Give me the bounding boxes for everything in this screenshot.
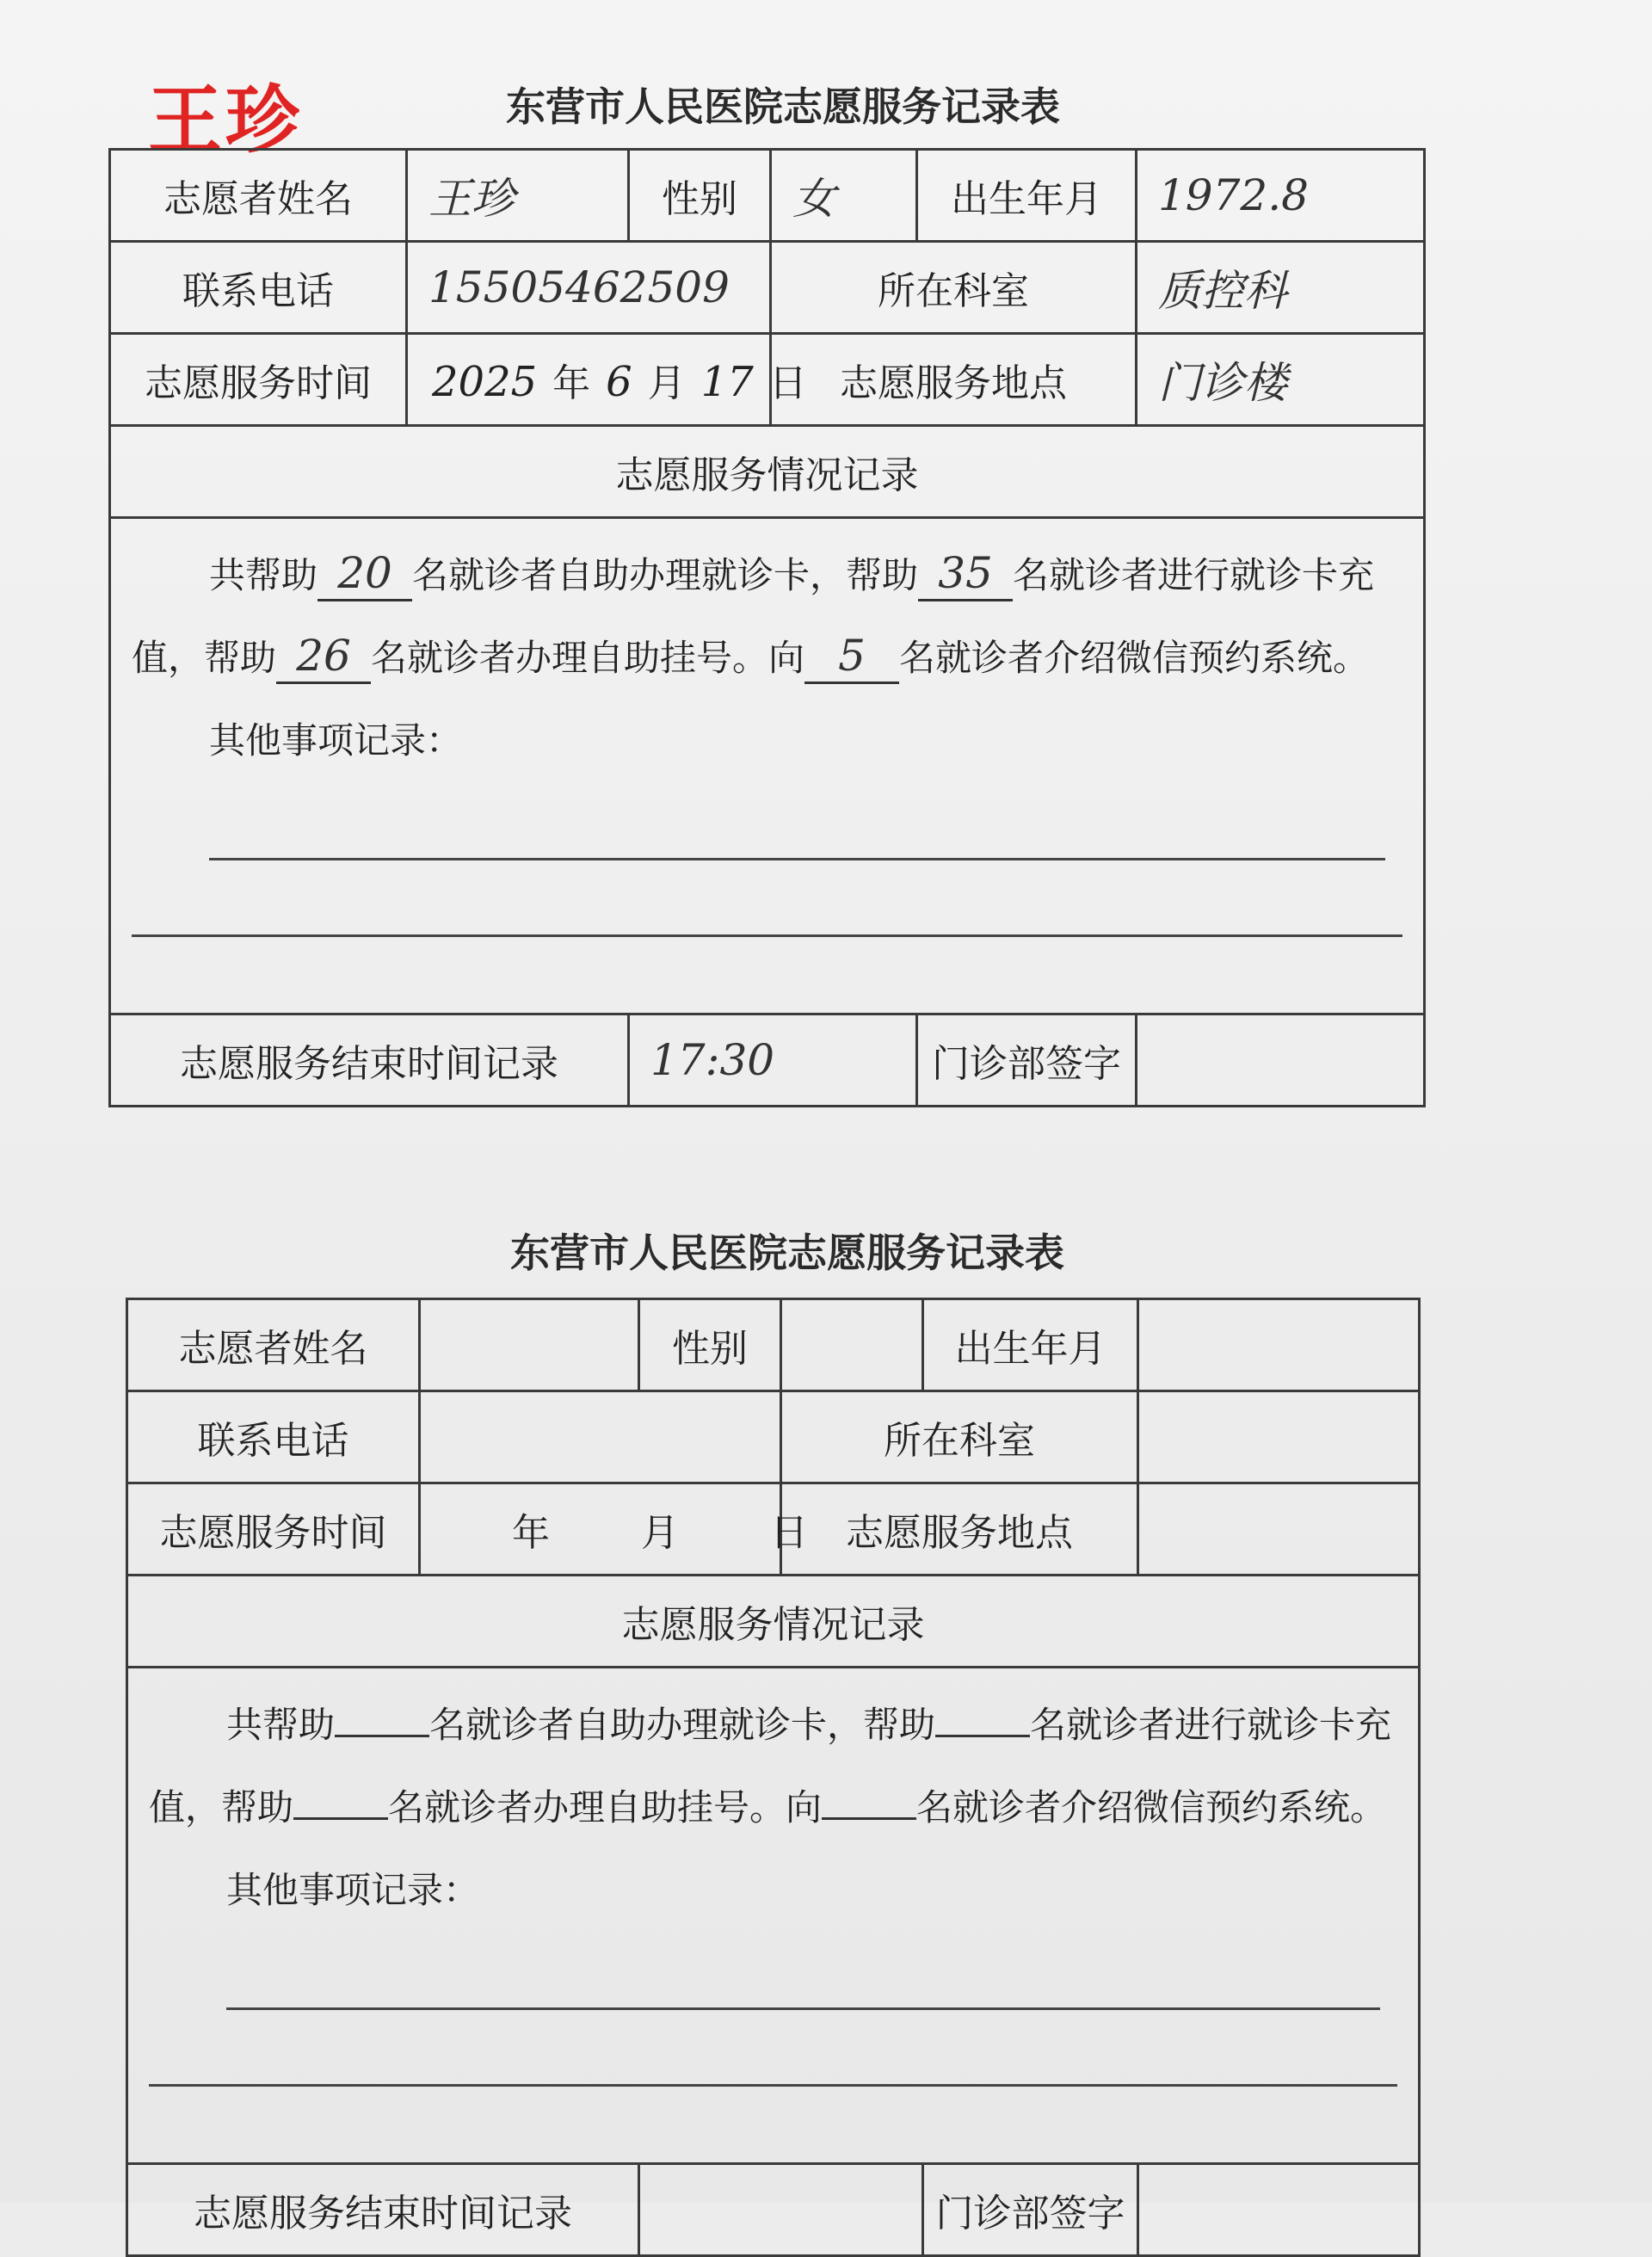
form-2-other-label: 其他事项记录： xyxy=(226,1869,480,1911)
form-1-section-title: 志愿服务情况记录 xyxy=(110,426,1425,518)
form-2-record-body xyxy=(127,1668,1420,2164)
form-1-other-line-2[interactable] xyxy=(132,934,1402,937)
form-2-phone-label: 联系电话 xyxy=(127,1391,420,1483)
form-1-title: 东营市人民医院志愿服务记录表 xyxy=(506,83,1060,130)
form-2-end-time-label: 志愿服务结束时间记录 xyxy=(127,2164,639,2256)
form-2-gender-label: 性别 xyxy=(639,1299,781,1391)
form-1-service-date[interactable] xyxy=(407,334,807,426)
name-stamp: 王珍 xyxy=(148,77,303,163)
form-1-blank-register[interactable]: 26 xyxy=(276,630,371,684)
form-2-record-text-4: 名就诊者办理自助挂号。向 xyxy=(388,1786,823,1828)
form-1-day-value: 17 xyxy=(700,358,754,406)
form-1-signature-value[interactable] xyxy=(1137,1014,1425,1107)
form-2-title: 东营市人民医院志愿服务记录表 xyxy=(510,1230,1064,1276)
form-1-signature-label: 门诊部签字 xyxy=(917,1014,1137,1107)
form-2-table xyxy=(126,1298,1421,2257)
form-2-year-unit: 年 xyxy=(512,1511,550,1555)
form-1-name-label: 志愿者姓名 xyxy=(110,150,407,242)
form-1-other-label: 其他事项记录： xyxy=(209,719,463,762)
form-1-year-unit: 年 xyxy=(552,361,591,405)
form-2-birth-value[interactable] xyxy=(1138,1299,1420,1391)
form-1-service-place-label: 志愿服务地点 xyxy=(771,334,1137,426)
form-1-end-time-value[interactable]: 17:30 xyxy=(629,1014,917,1107)
form-2-record-text-3: 名就诊者进行就诊卡充值，帮助 xyxy=(149,1704,1392,1828)
form-1-day-unit: 日 xyxy=(768,361,807,405)
form-2-birth-label: 出生年月 xyxy=(923,1299,1138,1391)
form-2-blank-recharge[interactable] xyxy=(935,1735,1030,1737)
form-1-record-text-5: 名就诊者介绍微信预约系统。 xyxy=(899,637,1370,679)
form-2-gender-value[interactable] xyxy=(781,1299,923,1391)
form-2-blank-wechat[interactable] xyxy=(822,1817,916,1820)
form-1-gender-label: 性别 xyxy=(629,150,771,242)
form-1-gender-value[interactable]: 女 xyxy=(771,150,917,242)
form-1-phone-label: 联系电话 xyxy=(110,242,407,334)
form-2-section-title: 志愿服务情况记录 xyxy=(127,1576,1420,1668)
form-1-blank-card[interactable]: 20 xyxy=(317,547,412,601)
form-2-other-line-1[interactable] xyxy=(226,2007,1380,2010)
form-1-service-time-label: 志愿服务时间 xyxy=(110,334,407,426)
form-2-service-time-label: 志愿服务时间 xyxy=(127,1483,420,1576)
form-1-department-label: 所在科室 xyxy=(771,242,1137,334)
form-2-month-unit: 月 xyxy=(641,1511,679,1555)
form-2-department-value[interactable] xyxy=(1138,1391,1420,1483)
form-2-record-text-2: 名就诊者自助办理就诊卡，帮助 xyxy=(429,1704,936,1746)
form-1-end-time-label: 志愿服务结束时间记录 xyxy=(110,1014,629,1107)
form-1-other-line-1[interactable] xyxy=(209,858,1385,860)
form-1-name-value[interactable]: 王珍 xyxy=(407,150,629,242)
form-1-year-value: 2025 xyxy=(432,358,538,406)
form-2-phone-value[interactable] xyxy=(420,1391,781,1483)
form-1-blank-wechat[interactable]: 5 xyxy=(804,630,899,684)
form-2-department-label: 所在科室 xyxy=(781,1391,1138,1483)
form-2-record-text-5: 名就诊者介绍微信预约系统。 xyxy=(916,1786,1387,1828)
form-1-record-text-3: 名就诊者进行就诊卡充值，帮助 xyxy=(132,554,1375,679)
form-2-other-line-2[interactable] xyxy=(149,2084,1397,2087)
form-2-end-time-value[interactable] xyxy=(639,2164,923,2256)
form-2-record-text-1: 共帮助 xyxy=(226,1704,336,1746)
form-2-service-place-label: 志愿服务地点 xyxy=(781,1483,1138,1576)
form-2-signature-value[interactable] xyxy=(1138,2164,1420,2256)
form-1-record-text-1: 共帮助 xyxy=(209,554,318,596)
form-1-record-body xyxy=(110,518,1425,1014)
form-2-service-place-value[interactable] xyxy=(1138,1483,1420,1576)
form-2-name-label: 志愿者姓名 xyxy=(127,1299,420,1391)
form-1-birth-label: 出生年月 xyxy=(917,150,1137,242)
form-1-service-place-value[interactable]: 门诊楼 xyxy=(1137,334,1425,426)
form-1-phone-value[interactable]: 15505462509 xyxy=(407,242,771,334)
form-1-department-value[interactable]: 质控科 xyxy=(1137,242,1425,334)
form-1-table xyxy=(108,148,1426,1107)
form-2-blank-register[interactable] xyxy=(293,1817,388,1820)
form-2-service-date[interactable] xyxy=(420,1483,808,1576)
form-2-name-value[interactable] xyxy=(420,1299,639,1391)
form-1-record-text-2: 名就诊者自助办理就诊卡，帮助 xyxy=(412,554,919,596)
form-1-blank-recharge[interactable]: 35 xyxy=(918,547,1013,601)
form-2-day-unit: 日 xyxy=(770,1511,808,1555)
form-2-blank-card[interactable] xyxy=(335,1735,429,1737)
form-1-birth-value[interactable]: 1972.8 xyxy=(1137,150,1425,242)
form-1-month-value: 6 xyxy=(606,358,632,406)
form-1-month-unit: 月 xyxy=(647,361,686,405)
form-1-record-text-4: 名就诊者办理自助挂号。向 xyxy=(371,637,805,679)
form-2-signature-label: 门诊部签字 xyxy=(923,2164,1138,2256)
